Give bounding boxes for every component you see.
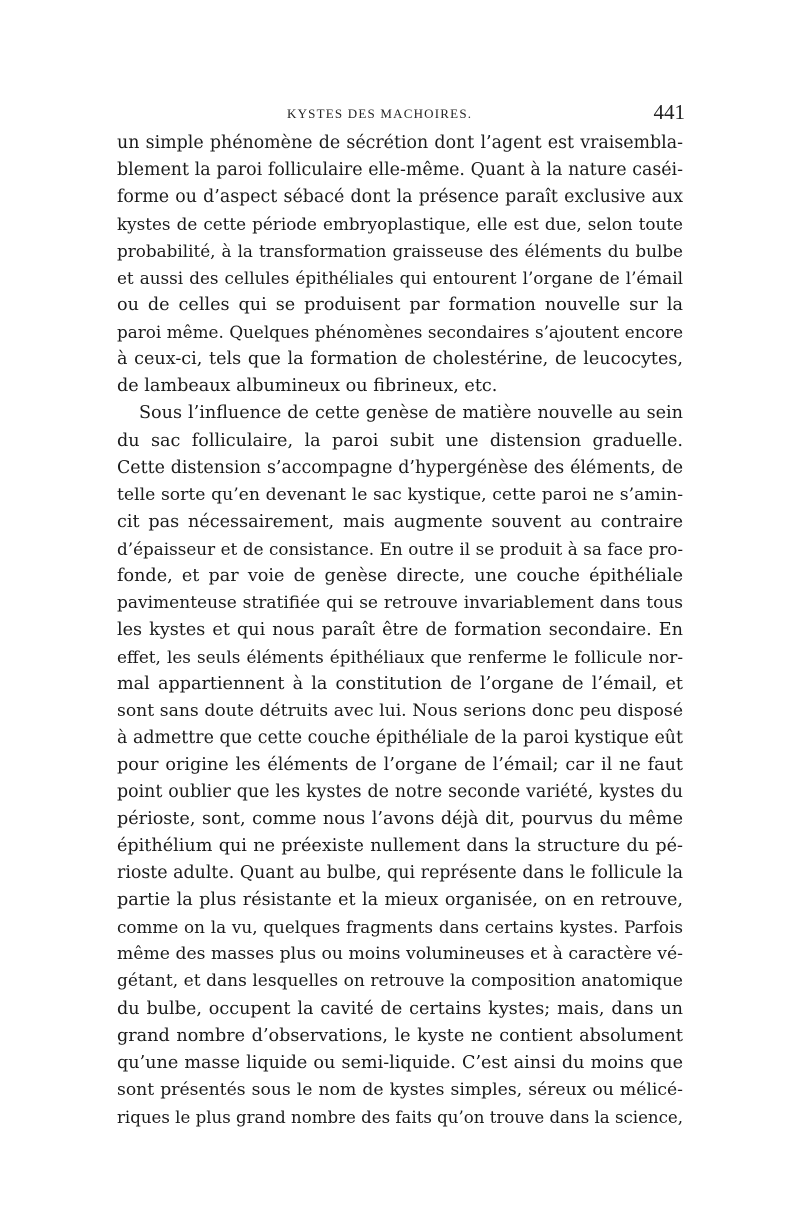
running-head (117, 100, 683, 128)
text-line: fonde, et par voie de genèse directe, une couche épithéliale (117, 565, 683, 586)
text-line: probabilité, à la transformation graisseuse des éléments du bulbe (117, 241, 683, 262)
text-line: cit pas nécessairement, mais augmente souvent au contraire (117, 511, 683, 532)
text-line: du sac folliculaire, la paroi subit une distension graduelle. (117, 430, 683, 451)
text-line: Cette distension s’accompagne d’hypergénèse des éléments, de (117, 457, 683, 478)
text-line: riques le plus grand nombre des faits qu’on trouve dans la science, (117, 1107, 683, 1127)
text-line: ou de celles qui se produisent par formation nouvelle sur la (117, 295, 683, 316)
text-line: sont présentés sous le nom de kystes simples, séreux ou mélicé- (117, 1079, 683, 1100)
text-line: mal appartiennent à la constitution de l’organe de l’émail, et (117, 673, 683, 694)
page-number: 441 (653, 100, 685, 124)
text-line: pour origine les éléments de l’organe de l’émail; car il ne faut (117, 755, 683, 776)
text-line: kystes de cette période embryoplastique, elle est due, selon toute (117, 214, 683, 235)
text-line: du bulbe, occupent la cavité de certains kystes; mais, dans un (117, 998, 683, 1019)
text-line: point oublier que les kystes de notre seconde variété, kystes du (117, 782, 683, 803)
text-line: blement la paroi folliculaire elle-même. Quant à la nature caséi- (117, 160, 683, 181)
text-line: épithélium qui ne préexiste nullement dans la structure du pé- (117, 836, 683, 857)
text-line: comme on la vu, quelques fragments dans certains kystes. Parfois (117, 917, 683, 938)
text-line: forme ou d’aspect sébacé dont la présence paraît exclusive aux (117, 187, 683, 208)
running-title: KYSTES DES MACHOIRES. (287, 106, 473, 121)
text-line: partie la plus résistante et la mieux organisée, on en retrouve, (117, 890, 683, 911)
text-line: périoste, sont, comme nous l’avons déjà dit, pourvus du même (117, 809, 683, 830)
text-line: de lambeaux albumineux ou fibrineux, etc. (117, 376, 498, 397)
text-line: un simple phénomène de sécrétion dont l’agent est vraisembla- (117, 133, 683, 153)
text-line: effet, les seuls éléments épithéliaux que renferme le follicule nor- (117, 646, 683, 667)
text-line: et aussi des cellules épithéliales qui entourent l’organe de l’émail (117, 268, 683, 289)
text-line: à admettre que cette couche épithéliale de la paroi kystique eût (117, 728, 683, 749)
text-line: à ceux-ci, tels que la formation de cholestérine, de leucocytes, (117, 349, 683, 370)
body-text (117, 130, 683, 1131)
text-line: les kystes et qui nous paraît être de formation secondaire. En (117, 619, 683, 640)
text-line: paroi même. Quelques phénomènes secondaires s’ajoutent encore (117, 322, 683, 343)
text-line: rioste adulte. Quant au bulbe, qui représente dans le follicule la (117, 863, 683, 884)
text-line: grand nombre d’observations, le kyste ne contient absolument (117, 1025, 683, 1046)
text-line: même des masses plus ou moins volumineuses et à caractère vé- (117, 944, 683, 965)
text-line: d’épaisseur et de consistance. En outre il se produit à sa face pro- (117, 538, 683, 559)
text-line: Sous l’influence de cette genèse de matière nouvelle au sein (139, 403, 683, 424)
text-line: gétant, et dans lesquelles on retrouve la composition anatomique (117, 971, 683, 992)
text-line: qu’une masse liquide ou semi-liquide. C’est ainsi du moins que (117, 1052, 683, 1073)
text-line: telle sorte qu’en devenant le sac kystique, cette paroi ne s’amin- (117, 484, 683, 505)
text-line: pavimenteuse stratifiée qui se retrouve invariablement dans tous (117, 592, 683, 613)
text-line: sont sans doute détruits avec lui. Nous serions donc peu disposé (117, 700, 683, 721)
